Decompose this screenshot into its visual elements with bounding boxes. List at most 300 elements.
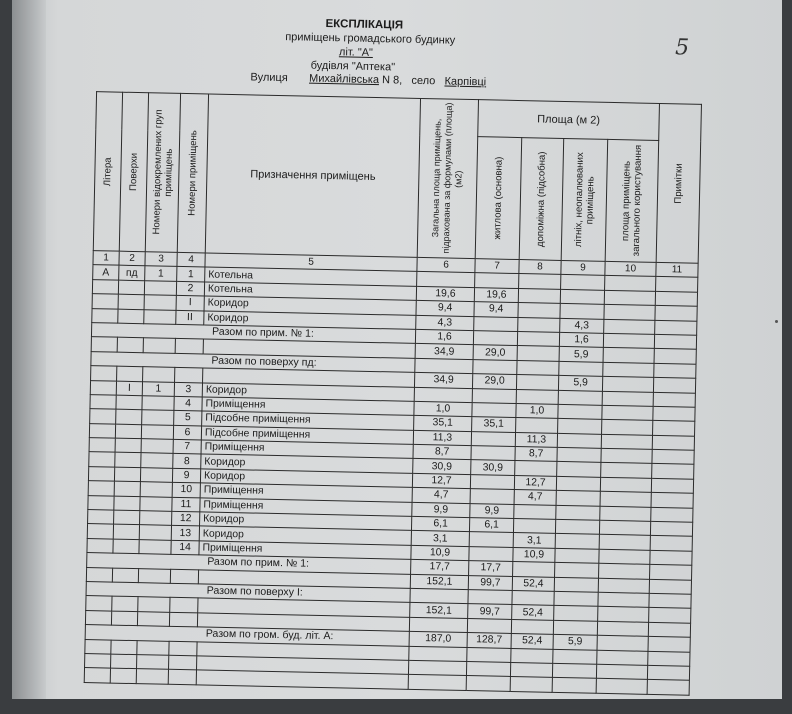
cell-purpose: Коридор [200, 469, 412, 488]
cell-poverkh [111, 654, 137, 669]
cell-notes [653, 406, 695, 421]
cell-summer-area [557, 447, 601, 462]
cell-purpose: Котельна [205, 267, 417, 286]
cell-common-area [604, 305, 655, 320]
col-okremleni: Номери відокремлених груп приміщень [145, 93, 180, 253]
cell-common-area [598, 578, 649, 593]
cell-poverkh [115, 453, 141, 468]
cell-common-area [597, 635, 648, 650]
column-number: 2 [119, 251, 145, 266]
cell-poverkh [118, 294, 144, 309]
cell-living-area [466, 676, 510, 691]
cell-total-area: 30,9 [413, 459, 471, 475]
cell-group [143, 367, 175, 382]
cell-aux-area [516, 375, 558, 390]
cell-poverkh [115, 424, 141, 439]
col-litni: літніх, неопалюваних приміщень [561, 139, 608, 262]
cell-common-area [597, 650, 648, 665]
cell-common-area [603, 333, 654, 348]
address-line [250, 71, 486, 88]
cell-common-area [600, 492, 651, 507]
col-litera: Літера [93, 92, 122, 252]
cell-poverkh [116, 395, 142, 410]
cell-poverkh [110, 668, 136, 683]
cell-aux-area: 8,7 [515, 447, 557, 462]
cell-summer-area [555, 548, 599, 563]
cell-common-area [602, 420, 653, 435]
cell-common-area [597, 621, 648, 636]
col-zahalnoho: площа приміщень загального користування [605, 140, 659, 263]
cell-living-area: 99,7 [468, 604, 512, 619]
cell-summer-area [555, 534, 599, 549]
cell-aux-area [519, 274, 561, 289]
document-content [27, 0, 781, 714]
cell-aux-area [513, 562, 555, 577]
cell-room-no: 4 [174, 396, 202, 411]
cell-litera [91, 337, 117, 352]
cell-total-area: 34,9 [414, 373, 472, 389]
cell-aux-area: 12,7 [514, 475, 556, 490]
cell-purpose: Приміщення [200, 483, 412, 502]
cell-litera [88, 510, 114, 525]
cell-aux-area [517, 346, 559, 361]
doc-subtitle: приміщень громадського будинку [285, 31, 456, 47]
cell-summer-area [561, 275, 605, 290]
cell-total-area: 152,1 [410, 603, 468, 619]
summary-label: Разом по гром. буд. літ. А: [85, 625, 409, 646]
cell-litera [89, 452, 115, 467]
cell-common-area [600, 477, 651, 492]
cell-summer-area [554, 606, 598, 621]
cell-notes [648, 651, 690, 666]
cell-summer-area [558, 404, 602, 419]
cell-poverkh [111, 640, 137, 655]
cell-room-no: 1 [177, 267, 205, 282]
cell-purpose: Коридор [204, 296, 416, 315]
cell-summer-area: 5,9 [553, 635, 597, 650]
cell-common-area [601, 448, 652, 463]
cell-living-area [474, 316, 518, 331]
cell-summer-area [552, 678, 596, 693]
cell-group [139, 539, 171, 554]
cell-total-area: 35,1 [414, 416, 472, 432]
cell-notes [649, 608, 691, 623]
cell-litera [92, 294, 118, 309]
cell-litera [84, 668, 110, 683]
cell-common-area [605, 276, 656, 291]
cell-living-area: 99,7 [468, 575, 512, 590]
cell-aux-area: 4,7 [514, 490, 556, 505]
cell-group [144, 280, 176, 295]
cell-living-area [472, 403, 516, 418]
cell-common-area [602, 391, 653, 406]
cell-group [144, 295, 176, 310]
cell-litera [90, 409, 116, 424]
cell-summer-area [555, 563, 599, 578]
cell-total-area: 1,0 [414, 401, 472, 417]
cell-aux-area [510, 662, 552, 677]
cell-summer-area [557, 433, 601, 448]
cell-notes [650, 550, 692, 565]
cell-room-no: 7 [173, 439, 201, 454]
cell-group [137, 611, 169, 626]
cell-room-no: 6 [173, 425, 201, 440]
cell-total-area: 187,0 [409, 631, 467, 647]
cell-litera [85, 653, 111, 668]
cell-aux-area: 1,0 [516, 403, 558, 418]
cell-notes [650, 565, 692, 580]
cell-room-no: 10 [172, 483, 200, 498]
cell-living-area: 19,6 [474, 287, 518, 302]
cell-common-area [599, 563, 650, 578]
cell-total-area: 152,1 [410, 574, 468, 590]
cell-litera [90, 395, 116, 410]
cell-litera [89, 438, 115, 453]
summary-label: Разом по прим. № 1: [91, 323, 415, 344]
col-nomery: Номери приміщень [177, 93, 208, 253]
cell-room-no: 12 [172, 511, 200, 526]
col-prymitky: Примітки [656, 103, 701, 263]
cell-room-no: 9 [172, 468, 200, 483]
cell-aux-area: 52,4 [512, 605, 554, 620]
cell-poverkh [118, 280, 144, 295]
cell-litera [87, 538, 113, 553]
col-ploshcha: Площа (м 2) [478, 100, 660, 141]
cell-total-area: 6,1 [411, 516, 469, 532]
cell-living-area [473, 359, 517, 374]
cell-litera [91, 366, 117, 381]
cell-common-area [602, 376, 653, 391]
cell-group [140, 511, 172, 526]
cell-aux-area [511, 619, 553, 634]
cell-poverkh [113, 539, 139, 554]
cell-poverkh [114, 496, 140, 511]
cell-summer-area: 5,9 [559, 347, 603, 362]
cell-purpose: Підсобне приміщення [202, 411, 414, 430]
cell-poverkh [112, 568, 138, 583]
cell-total-area: 34,9 [415, 344, 473, 360]
cell-group: 1 [145, 266, 177, 281]
cell-poverkh [112, 596, 138, 611]
cell-litera [89, 423, 115, 438]
cell-purpose: Коридор [200, 512, 412, 531]
cell-purpose: Приміщення [199, 541, 411, 560]
cell-summer-area [560, 304, 604, 319]
cell-notes [653, 392, 695, 407]
lit-label: літ. "А" [338, 46, 374, 59]
cell-aux-area: 11,3 [515, 432, 557, 447]
explication-table [84, 91, 702, 695]
cell-aux-area [513, 519, 555, 534]
cell-total-area [409, 617, 467, 633]
cell-poverkh [114, 481, 140, 496]
cell-aux-area [516, 418, 558, 433]
summary-label: Разом по поверху пд: [91, 351, 415, 372]
cell-aux-area [518, 288, 560, 303]
cell-living-area [469, 546, 513, 561]
column-number: 1 [93, 251, 119, 266]
col-poverkh: Поверхи [119, 92, 148, 252]
cell-common-area [599, 520, 650, 535]
cell-notes [653, 421, 695, 436]
doc-title: ЕКСПЛІКАЦІЯ [325, 17, 404, 32]
village-name: Карпівці [444, 75, 487, 89]
cell-summer-area [558, 390, 602, 405]
cell-room-no: 5 [174, 411, 202, 426]
cell-room-no: 11 [172, 497, 200, 512]
cell-aux-area [517, 331, 559, 346]
cell-litera [85, 610, 111, 625]
house-number: N 8, [381, 74, 403, 87]
cell-group [138, 568, 170, 583]
cell-common-area [598, 607, 649, 622]
cell-poverkh [116, 409, 142, 424]
header-row [96, 92, 702, 142]
cell-living-area: 35,1 [472, 417, 516, 432]
cell-poverkh [113, 525, 139, 540]
cell-litera [87, 524, 113, 539]
cell-poverkh: I [116, 381, 142, 396]
cell-summer-area [558, 419, 602, 434]
cell-room-no: 8 [173, 454, 201, 469]
column-number: 10 [605, 261, 656, 276]
cell-room-no: 13 [171, 526, 199, 541]
street-name: Михайлівська [308, 72, 380, 87]
cell-aux-area [511, 648, 553, 663]
cell-living-area [473, 331, 517, 346]
cell-summer-area [552, 663, 596, 678]
cell-litera [86, 567, 112, 582]
cell-notes [652, 449, 694, 464]
cell-living-area [467, 618, 511, 633]
cell-group [140, 496, 172, 511]
cell-purpose: Котельна [204, 282, 416, 301]
cell-summer-area: 1,6 [559, 332, 603, 347]
cell-living-area: 29,0 [473, 345, 517, 360]
cell-group [141, 424, 173, 439]
cell-room-no: 2 [176, 281, 204, 296]
cell-total-area: 10,9 [411, 545, 469, 561]
building-label: будівля "Аптека" [310, 59, 396, 74]
cell-room-no: II [176, 310, 204, 325]
cell-room-no [175, 367, 203, 382]
summary-label: Разом по поверху І: [86, 582, 410, 603]
cell-common-area [600, 506, 651, 521]
cell-room-no: I [176, 296, 204, 311]
village-label: село [411, 74, 436, 88]
cell-total-area [415, 358, 473, 374]
cell-room-no [169, 655, 197, 670]
cell-aux-area [517, 360, 559, 375]
cell-litera [92, 308, 118, 323]
cell-living-area [475, 273, 519, 288]
cell-common-area [604, 290, 655, 305]
cell-notes [655, 291, 697, 306]
cell-notes [654, 363, 696, 378]
cell-total-area: 4,7 [412, 488, 470, 504]
cell-notes [652, 435, 694, 450]
cell-aux-area [510, 677, 552, 692]
cell-purpose: Підсобне приміщення [201, 426, 413, 445]
cell-summer-area: 4,3 [560, 318, 604, 333]
cell-total-area: 12,7 [412, 473, 470, 489]
cell-total-area [414, 387, 472, 403]
col-pryznachennia: Призначення приміщень [205, 94, 420, 257]
cell-summer-area [560, 289, 604, 304]
cell-common-area [596, 664, 647, 679]
cell-room-no [169, 641, 197, 656]
cell-notes [651, 478, 693, 493]
column-number: 5 [205, 253, 417, 272]
cell-room-no: 14 [171, 540, 199, 555]
cell-poverkh [114, 467, 140, 482]
cell-summer-area [557, 462, 601, 477]
cell-aux-area [514, 504, 556, 519]
cell-purpose [196, 670, 408, 689]
cell-room-no: 3 [174, 382, 202, 397]
cell-living-area [470, 474, 514, 489]
cell-litera [92, 279, 118, 294]
cell-poverkh [117, 366, 143, 381]
column-number: 11 [656, 262, 698, 277]
cell-living-area: 9,9 [470, 503, 514, 518]
cell-notes [652, 464, 694, 479]
cell-notes [653, 378, 695, 393]
cell-litera [88, 495, 114, 510]
cell-total-area: 11,3 [413, 430, 471, 446]
cell-purpose: Приміщення [200, 498, 412, 517]
cell-aux-area [512, 590, 554, 605]
cell-total-area [408, 660, 466, 676]
cell-group [140, 482, 172, 497]
cell-notes [649, 579, 691, 594]
cell-notes [656, 277, 698, 292]
cell-notes [651, 507, 693, 522]
cell-group [137, 640, 169, 655]
cell-summer-area [553, 649, 597, 664]
column-number: 9 [561, 260, 605, 275]
cell-purpose: Приміщення [201, 440, 413, 459]
cell-total-area: 1,6 [415, 329, 473, 345]
cell-notes [655, 320, 697, 335]
cell-room-no [170, 598, 198, 613]
cell-aux-area: 10,9 [513, 547, 555, 562]
cell-group [142, 396, 174, 411]
cell-notes [649, 593, 691, 608]
page-number: 5 [674, 35, 690, 61]
col-zahalna: Загальна площа приміщень, підрахована за формулами (площа) (м2) [417, 98, 478, 258]
cell-group [139, 525, 171, 540]
cell-litera [88, 481, 114, 496]
cell-room-no [175, 339, 203, 354]
cell-common-area [596, 679, 647, 694]
column-number: 4 [177, 252, 205, 267]
cell-group [137, 655, 169, 670]
cell-living-area [468, 590, 512, 605]
cell-group: 1 [142, 381, 174, 396]
cell-living-area [469, 532, 513, 547]
cell-notes [655, 306, 697, 321]
cell-notes [650, 536, 692, 551]
cell-group [141, 453, 173, 468]
cell-summer-area [554, 577, 598, 592]
cell-notes [648, 636, 690, 651]
cell-aux-area [515, 461, 557, 476]
cell-living-area: 9,4 [474, 302, 518, 317]
cell-summer-area: 5,9 [558, 376, 602, 391]
cell-summer-area [559, 361, 603, 376]
cell-aux-area [518, 303, 560, 318]
cell-living-area: 128,7 [467, 633, 511, 648]
cell-summer-area [556, 491, 600, 506]
cell-room-no [170, 569, 198, 584]
cell-common-area [601, 434, 652, 449]
cell-total-area: 19,6 [416, 286, 474, 302]
cell-total-area: 8,7 [413, 444, 471, 460]
cell-common-area [604, 319, 655, 334]
cell-living-area: 29,0 [472, 374, 516, 389]
cell-living-area: 30,9 [471, 460, 515, 475]
col-dopomizhna: допоміжна (підсобна) [519, 138, 564, 261]
col-zhytlova: житлова (основна) [475, 137, 522, 260]
cell-common-area [603, 362, 654, 377]
cell-total-area: 9,4 [416, 301, 474, 317]
cell-notes [647, 680, 689, 695]
cell-aux-area: 52,4 [512, 576, 554, 591]
cell-purpose: Коридор [202, 382, 414, 401]
cell-living-area [471, 446, 515, 461]
cell-group [136, 669, 168, 684]
cell-living-area: 17,7 [469, 561, 513, 576]
cell-total-area: 3,1 [411, 531, 469, 547]
cell-poverkh: пд [119, 266, 145, 281]
cell-summer-area [553, 620, 597, 635]
cell-notes [654, 349, 696, 364]
cell-room-no [169, 612, 197, 627]
cell-total-area: 4,3 [416, 315, 474, 331]
cell-summer-area [556, 505, 600, 520]
cell-common-area [599, 549, 650, 564]
cell-poverkh [111, 611, 137, 626]
cell-common-area [602, 405, 653, 420]
summary-label: Разом по прим. № 1: [87, 553, 411, 574]
cell-notes [654, 334, 696, 349]
cell-group [144, 309, 176, 324]
cell-purpose: Приміщення [202, 397, 414, 416]
cell-living-area [471, 431, 515, 446]
cell-purpose: Коридор [204, 311, 416, 330]
cell-litera [85, 639, 111, 654]
cell-summer-area [555, 519, 599, 534]
cell-common-area [599, 535, 650, 550]
cell-litera: А [93, 265, 119, 280]
cell-living-area [470, 489, 514, 504]
cell-aux-area: 3,1 [513, 533, 555, 548]
cell-notes [648, 622, 690, 637]
cell-poverkh [115, 438, 141, 453]
cell-group [138, 597, 170, 612]
cell-summer-area [556, 476, 600, 491]
table-body [84, 265, 698, 695]
cell-living-area [466, 661, 510, 676]
street-label: Вулиця [250, 71, 288, 85]
cell-total-area: 17,7 [411, 560, 469, 576]
document-sheet [12, 0, 782, 699]
cell-notes [650, 521, 692, 536]
scan-dot [775, 320, 778, 323]
cell-common-area [598, 592, 649, 607]
cell-litera [86, 596, 112, 611]
